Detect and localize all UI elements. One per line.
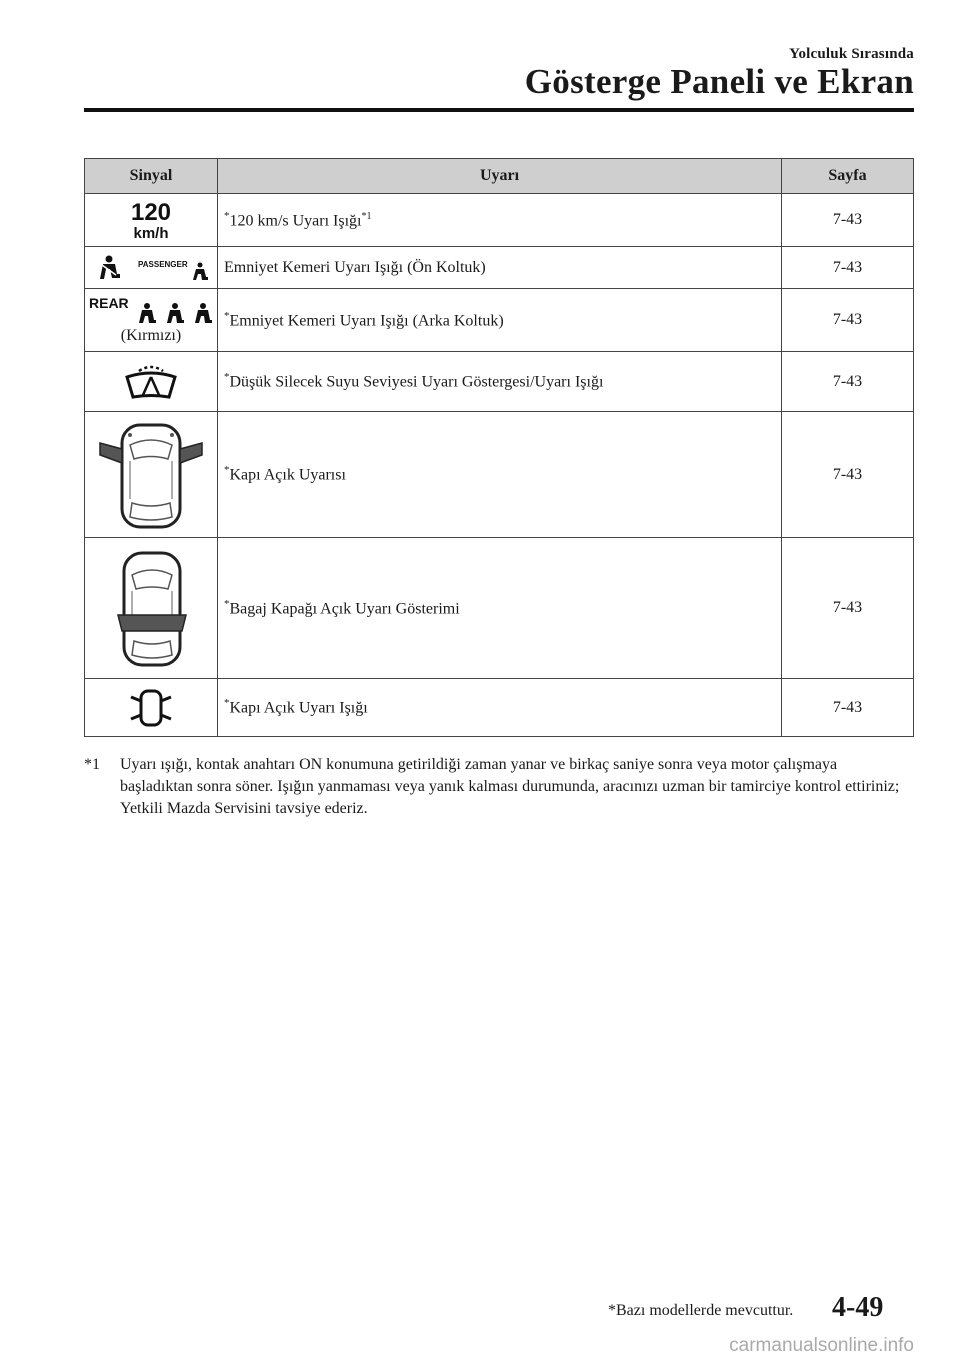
- table-row: [85, 412, 914, 538]
- page-ref[interactable]: 7-43: [782, 538, 914, 679]
- watermark: carmanualsonline.info: [729, 1335, 914, 1356]
- door-open-car-icon: [85, 412, 218, 538]
- door-open-light-icon: [85, 679, 218, 737]
- col-header-warning: Uyarı: [218, 159, 782, 194]
- section-title: Gösterge Paneli ve Ekran: [524, 62, 914, 101]
- warning-label: *Kapı Açık Uyarı Işığı: [218, 679, 782, 737]
- warning-label: *Kapı Açık Uyarısı: [218, 412, 782, 538]
- col-header-signal: Sinyal: [85, 159, 218, 194]
- page-ref[interactable]: 7-43: [782, 352, 914, 412]
- svg-text:REAR: REAR: [89, 295, 129, 311]
- header-rule: [84, 108, 914, 112]
- availability-note: *Bazı modellerde mevcuttur.: [608, 1302, 794, 1319]
- svg-text:km/h: km/h: [133, 225, 169, 241]
- passenger-seatbelt-icon: [85, 247, 218, 289]
- table-header-row: [85, 159, 914, 194]
- page-ref[interactable]: 7-43: [782, 679, 914, 737]
- table-row: [85, 247, 914, 289]
- speed-120-kmh-icon: [85, 194, 218, 247]
- table-row: [85, 538, 914, 679]
- page-ref[interactable]: 7-43: [782, 194, 914, 247]
- footnote-text: Uyarı ışığı, kontak anahtarı ON konumuna getirildiği zaman yanar ve birkaç saniye sonra veya motor çalışmaya başladıktan sonra söner. Işığın yanmaması veya yanık kalması durumunda, aracınızı uzman bir tamirciye kontrol ettiriniz; Yetkili Mazda Servisini tavsiye ederiz.: [120, 756, 900, 817]
- warning-table: [84, 158, 914, 737]
- washer-fluid-icon: [85, 352, 218, 412]
- table-row: [85, 194, 914, 247]
- page-ref[interactable]: 7-43: [782, 247, 914, 289]
- liftgate-open-car-icon: [85, 538, 218, 679]
- table-row: [85, 289, 914, 352]
- warning-label: *120 km/s Uyarı Işığı$^{*1}$: [218, 194, 782, 247]
- page-ref[interactable]: 7-43: [782, 289, 914, 352]
- footnote-mark: *1: [84, 756, 100, 773]
- section-subtitle: Yolculuk Sırasında: [789, 46, 914, 62]
- svg-text:120: 120: [130, 199, 172, 226]
- col-header-page: Sayfa: [782, 159, 914, 194]
- icon-caption: (Kırmızı): [120, 327, 182, 344]
- warning-label: *Düşük Silecek Suyu Seviyesi Uyarı Göstergesi/Uyarı Işığı: [218, 352, 782, 412]
- warning-label: *Emniyet Kemeri Uyarı Işığı (Arka Koltuk): [218, 289, 782, 352]
- warning-label: Emniyet Kemeri Uyarı Işığı (Ön Koltuk): [218, 247, 782, 289]
- table-row: [85, 679, 914, 737]
- table-row: [85, 352, 914, 412]
- warning-label: *Bagaj Kapağı Açık Uyarı Gösterimi: [218, 538, 782, 679]
- svg-text:PASSENGER: PASSENGER: [138, 259, 188, 269]
- page-ref[interactable]: 7-43: [782, 412, 914, 538]
- page-number: 4-49: [832, 1292, 884, 1323]
- rear-seatbelt-icon: [85, 289, 218, 352]
